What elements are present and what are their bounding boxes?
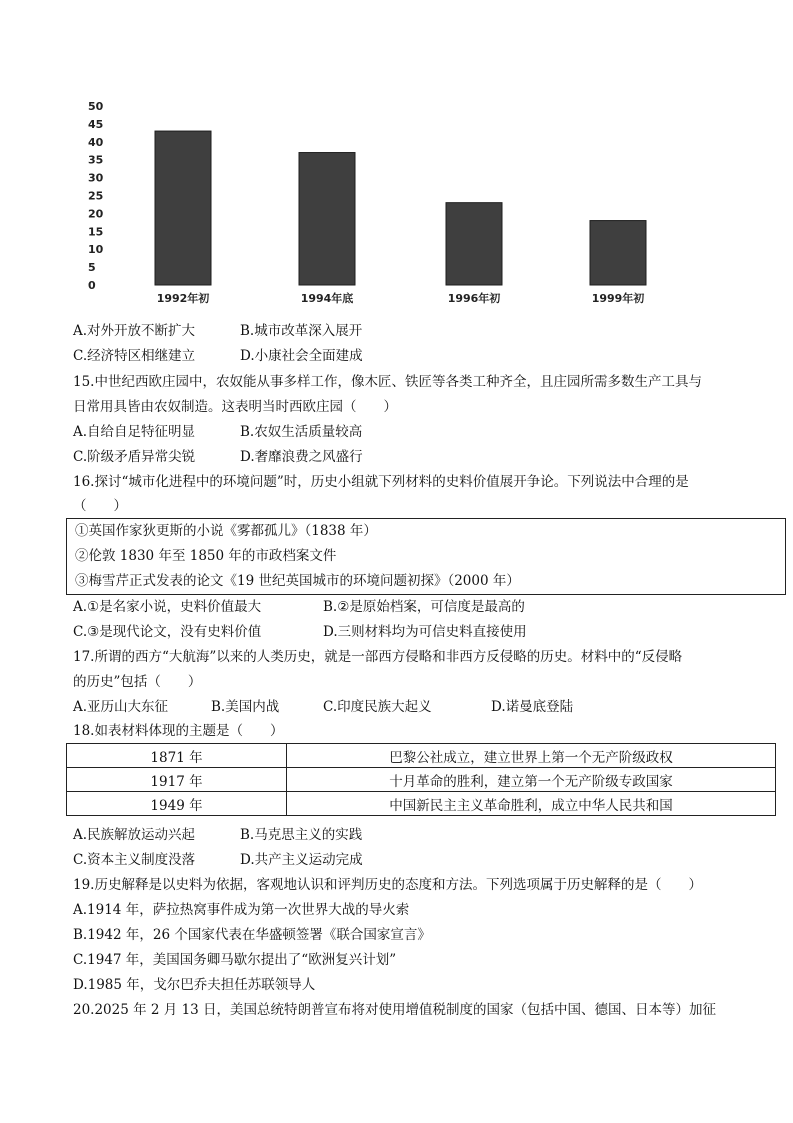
q15-stem-line2: 日常用具皆由农奴制造。这表明当时西欧庄园（ ）: [73, 399, 397, 415]
q19-option-b[interactable]: B.1942 年，26 个国家代表在华盛顿签署《联合国家宣言》: [73, 927, 431, 943]
y-tick-label: 5: [88, 261, 96, 275]
q17-option-b[interactable]: B.美国内战: [211, 699, 280, 715]
q18-stem: 18.如表材料体现的主题是（ ）: [73, 723, 284, 739]
x-tick-label: 1992年初: [156, 292, 210, 305]
q16-materials-box: [66, 518, 786, 595]
bar: [446, 203, 502, 285]
y-tick-label: 25: [88, 189, 104, 203]
y-axis-ticks: [88, 100, 104, 292]
q15-option-d[interactable]: D.奢靡浪费之风盛行: [240, 449, 363, 465]
q18-event-cell: 十月革命的胜利，建立第一个无产阶级专政国家: [287, 768, 776, 792]
q19-option-c[interactable]: C.1947 年，美国国务卿马歇尔提出了“欧洲复兴计划”: [73, 952, 397, 968]
q17-option-c[interactable]: C.印度民族大起义: [323, 699, 432, 715]
q19-option-d[interactable]: D.1985 年，戈尔巴乔夫担任苏联领导人: [73, 977, 316, 993]
q17-stem-line2: 的历史”包括（ ）: [73, 674, 202, 690]
q16-option-c[interactable]: C.③是现代论文，没有史料价值: [73, 624, 262, 640]
y-tick-label: 50: [88, 100, 104, 113]
q17-option-d[interactable]: D.诺曼底登陆: [491, 699, 574, 715]
q16-option-d[interactable]: D.三则材料均为可信史料直接使用: [323, 624, 527, 640]
table-row: [67, 792, 776, 816]
q18-option-a[interactable]: A.民族解放运动兴起: [73, 827, 196, 843]
q18-event-cell: 巴黎公社成立，建立世界上第一个无产阶级政权: [287, 744, 776, 768]
x-tick-label: 1994年底: [300, 292, 354, 305]
q18-option-c[interactable]: C.资本主义制度没落: [73, 852, 196, 868]
table-row: [67, 744, 776, 768]
bar: [590, 221, 646, 285]
q18-table: [66, 743, 776, 816]
y-tick-label: 40: [88, 135, 104, 149]
q18-year-cell: 1949 年: [67, 792, 287, 816]
y-tick-label: 45: [88, 117, 104, 131]
q16-material-1: ①英国作家狄更斯的小说《雾都孤儿》（1838 年）: [75, 523, 377, 539]
q18-year-cell: 1871 年: [67, 744, 287, 768]
y-tick-label: 20: [88, 207, 104, 221]
q16-option-a[interactable]: A.①是名家小说，史料价值最大: [73, 599, 262, 615]
y-tick-label: 0: [88, 279, 96, 292]
bar-series: [155, 131, 646, 285]
q15-option-b[interactable]: B.农奴生活质量较高: [240, 424, 363, 440]
q18-option-b[interactable]: B.马克思主义的实践: [240, 827, 363, 843]
y-tick-label: 35: [88, 153, 104, 167]
y-tick-label: 15: [88, 225, 104, 239]
q15-option-a[interactable]: A.自给自足特征明显: [73, 424, 196, 440]
q18-year-cell: 1917 年: [67, 768, 287, 792]
q14-option-a[interactable]: A.对外开放不断扩大: [73, 323, 196, 339]
x-axis-labels: [157, 291, 645, 305]
q14-option-d[interactable]: D.小康社会全面建成: [240, 348, 363, 364]
q16-option-b[interactable]: B.②是原始档案，可信度是最高的: [323, 599, 525, 615]
q19-stem: 19.历史解释是以史料为依据，客观地认识和评判历史的态度和方法。下列选项属于历史解释的是（ ）: [73, 877, 702, 893]
table-row: [67, 768, 776, 792]
q16-stem-line1: 16.探讨“城市化进程中的环境问题”时，历史小组就下列材料的史料价值展开争论。下列说法中合理的是: [73, 474, 689, 490]
y-tick-label: 10: [88, 243, 104, 257]
x-tick-label: 1996年初: [447, 292, 501, 305]
q16-material-3: ③梅雪芹正式发表的论文《19 世纪英国城市的环境问题初探》（2000 年）: [75, 573, 520, 589]
q16-stem-line2: （ ）: [73, 498, 127, 514]
q14-option-c[interactable]: C.经济特区相继建立: [73, 348, 196, 364]
q14-option-b[interactable]: B.城市改革深入展开: [240, 323, 363, 339]
q16-material-2: ②伦敦 1830 年至 1850 年的市政档案文件: [75, 548, 337, 564]
bar-chart: [60, 92, 700, 314]
q17-stem-line1: 17.所谓的西方“大航海”以来的人类历史，就是一部西方侵略和非西方反侵略的历史。材料中的“反侵略: [73, 649, 683, 665]
x-tick-label: 1999年初: [591, 292, 645, 305]
bar: [155, 131, 211, 285]
q15-option-c[interactable]: C.阶级矛盾异常尖锐: [73, 449, 196, 465]
q18-option-d[interactable]: D.共产主义运动完成: [240, 852, 363, 868]
bar: [299, 153, 355, 285]
q19-option-a[interactable]: A.1914 年，萨拉热窝事件成为第一次世界大战的导火索: [73, 902, 410, 918]
q15-stem-line1: 15.中世纪西欧庄园中，农奴能从事多样工作，像木匠、铁匠等各类工种齐全，且庄园所需多数生产工具与: [73, 374, 702, 390]
q18-event-cell: 中国新民主主义革命胜利，成立中华人民共和国: [287, 792, 776, 816]
q17-option-a[interactable]: A.亚历山大东征: [73, 699, 169, 715]
q20-stem: 20.2025 年 2 月 13 日，美国总统特朗普宣布将对使用增值税制度的国家（包括中国、德国、日本等）加征: [73, 1002, 717, 1018]
y-tick-label: 30: [88, 171, 104, 185]
